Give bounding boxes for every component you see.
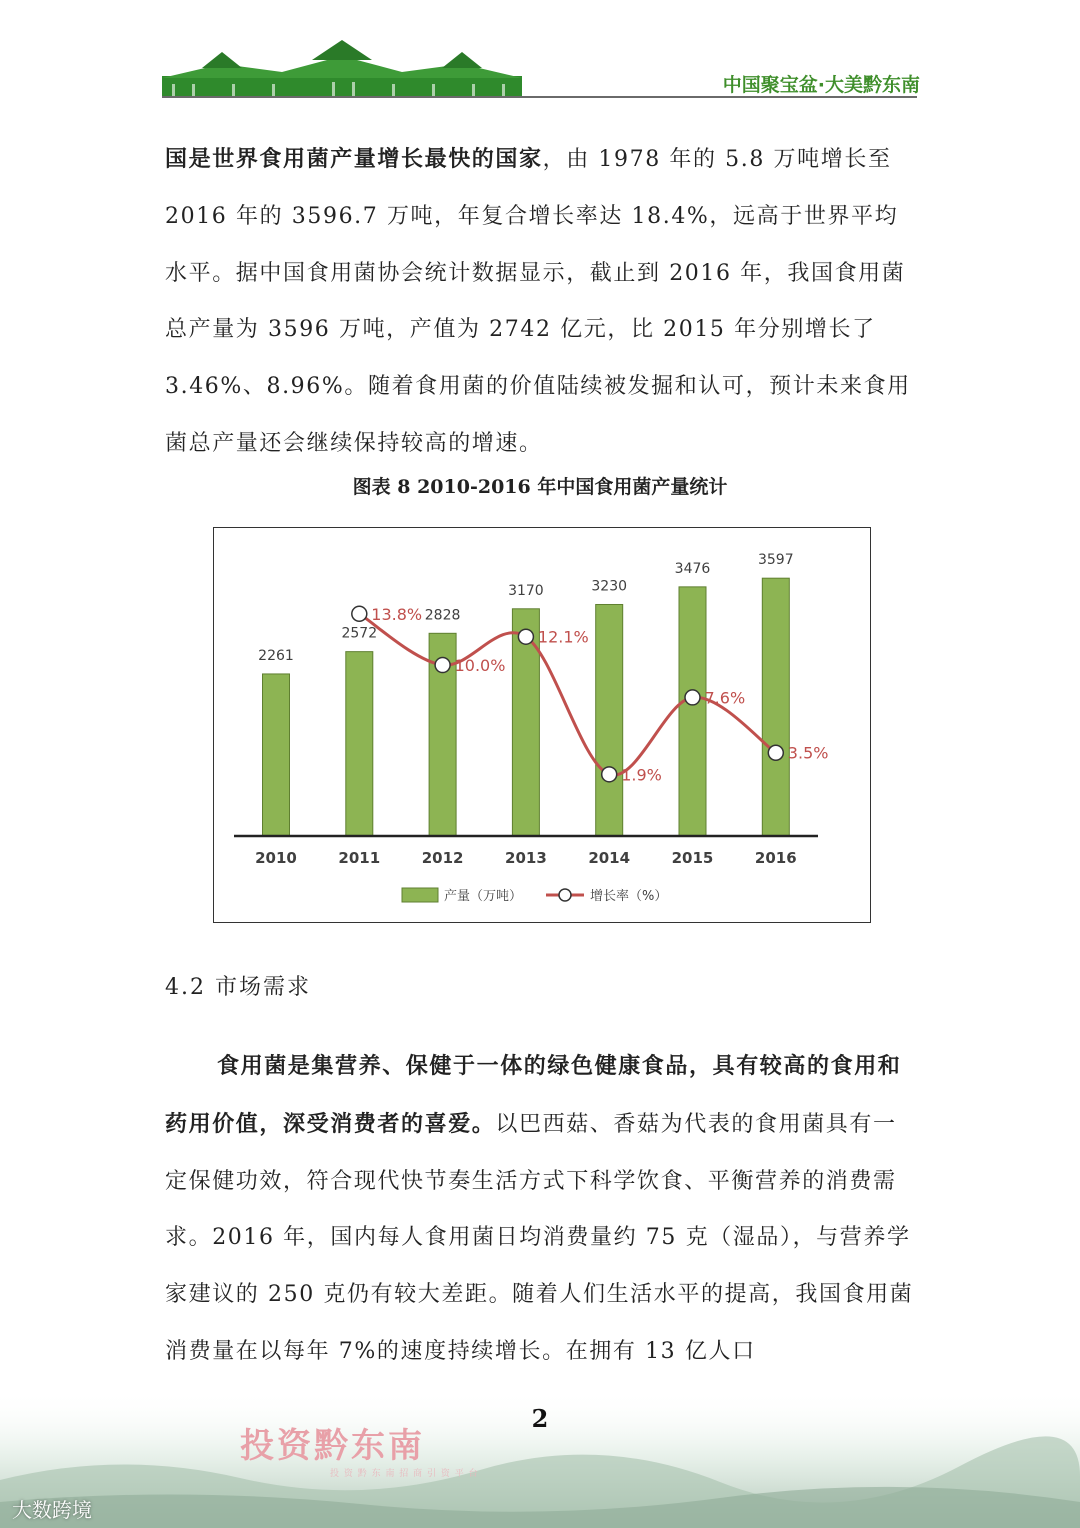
chart-svg <box>214 528 870 922</box>
header-rule <box>162 96 917 98</box>
bar-label-2013: 3170 <box>508 582 544 599</box>
growth-label-2012: 10.0% <box>454 656 506 676</box>
footer-logo: 投资黔东南 <box>240 1426 425 1466</box>
growth-point-2013 <box>518 629 533 644</box>
header-pavilion-banner <box>162 38 522 100</box>
x-tick-2012: 2012 <box>421 849 464 867</box>
growth-point-2015 <box>685 690 700 705</box>
intro-bold-lead: 国是世界食用菌产量增长最快的国家 <box>165 146 543 172</box>
market-rest: 以巴西菇、香菇为代表的食用菌具有一定保健功效，符合现代快节奏生活方式下科学饮食、平衡营养的消费需求。2016 年，国内每人食用菌日均消费量约 75 克（湿品），与营养学家建议的 250 克仍有较大差距。随着人们生活水平的提高，我国食用菌消费量在以每年 7%的速度持续增长。在拥有 13 亿人口 <box>165 1111 914 1364</box>
bar-2014 <box>596 604 623 836</box>
growth-point-2016 <box>768 745 783 760</box>
intro-rest: ，由 1978 年的 5.8 万吨增长至 2016 年的 3596.7 万吨，年复合增长率达 18.4%，远高于世界平均水平。据中国食用菌协会统计数据显示，截止到 2016 年，我国食用菌总产量为 3596 万吨，产值为 2742 亿元，比 2015 年分别增长了 3.46%、8.96%。随着食用菌的价值陆续被发掘和认可，预计未来食用菌总产量还会继续保持较高的增速。 <box>165 147 911 456</box>
growth-point-2014 <box>602 767 617 782</box>
bar-label-2014: 3230 <box>591 578 628 595</box>
watermark: 大数跨境 <box>12 1498 92 1522</box>
growth-label-2015: 7.6% <box>704 688 746 708</box>
section-heading: 4.2 市场需求 <box>165 975 311 1000</box>
x-tick-2010: 2010 <box>255 849 297 867</box>
bar-2011 <box>346 652 373 836</box>
header-slogan: 中国聚宝盆·大美黔东南 <box>722 74 920 96</box>
growth-point-2012 <box>435 658 450 673</box>
bar-2015 <box>679 587 706 836</box>
figure-caption: 图表 8 2010-2016 年中国食用菌产量统计 <box>352 476 728 498</box>
x-tick-2015: 2015 <box>671 849 714 867</box>
bar-label-2010: 2261 <box>258 647 294 664</box>
footer-tagline: 投 资 黔 东 南 招 商 引 资 平 台 <box>330 1469 479 1479</box>
legend-line-label: 增长率（%） <box>590 889 668 904</box>
bar-2016 <box>762 578 789 836</box>
growth-point-2011 <box>352 606 367 621</box>
legend-bar-swatch <box>402 888 438 902</box>
growth-label-2013: 12.1% <box>537 627 589 647</box>
bar-label-2015: 3476 <box>674 560 711 577</box>
intro-paragraph <box>165 131 917 473</box>
x-tick-2014: 2014 <box>588 849 631 867</box>
bar-label-2016: 3597 <box>757 552 794 569</box>
legend-bar-label: 产量（万吨） <box>444 889 523 904</box>
x-tick-2013: 2013 <box>505 849 547 867</box>
growth-label-2016: 3.5% <box>787 743 829 763</box>
production-chart <box>213 527 871 923</box>
bar-label-2012: 2828 <box>424 607 461 624</box>
bar-label-2011: 2572 <box>341 625 378 642</box>
growth-label-2011: 13.8% <box>371 604 423 624</box>
bar-2010 <box>263 674 290 836</box>
page-number: 2 <box>531 1404 549 1433</box>
legend-line-marker <box>559 889 571 901</box>
market-paragraph <box>165 1038 917 1381</box>
x-tick-2011: 2011 <box>338 849 381 867</box>
market-bold-lead: 食用菌是集营养、保健于一体的绿色健康食品，具有较高的食用和药用价值，深受消费者的喜爱。 <box>165 1053 902 1137</box>
x-tick-2016: 2016 <box>754 849 797 867</box>
growth-label-2014: 1.9% <box>621 765 662 785</box>
